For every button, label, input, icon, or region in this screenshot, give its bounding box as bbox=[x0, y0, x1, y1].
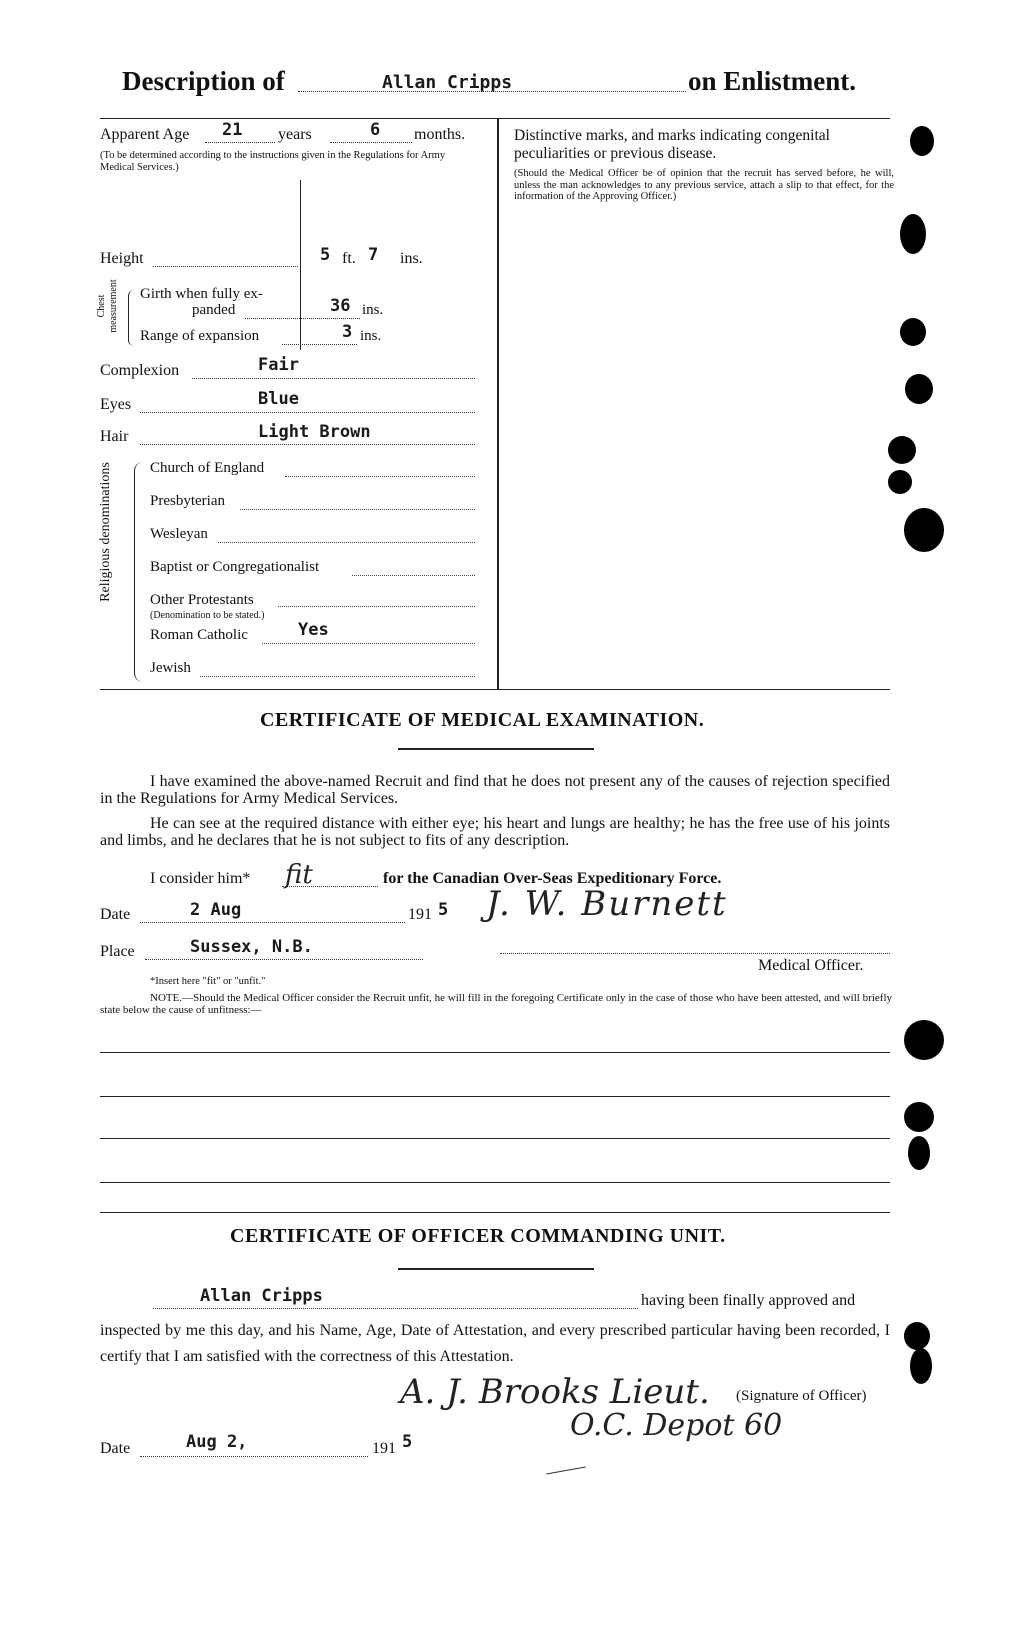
religion-baptist: Baptist or Congregationalist bbox=[150, 559, 320, 575]
unfitness-line-1 bbox=[100, 1052, 890, 1053]
punch-hole-4 bbox=[905, 374, 933, 404]
girth-label-1: Girth when fully ex- bbox=[140, 286, 263, 302]
religion-rc-value: Yes bbox=[298, 620, 329, 640]
commanding-heading-rule bbox=[398, 1268, 594, 1270]
commanding-signature-2: O.C. Depot 60 bbox=[570, 1408, 783, 1443]
girth-value: 36 bbox=[330, 296, 351, 316]
religion-other-protestants: Other Protestants bbox=[150, 592, 254, 608]
title-prefix: Description of bbox=[122, 66, 285, 96]
commanding-year-prefix: 191 bbox=[372, 1440, 396, 1457]
medical-year-prefix: 191 bbox=[408, 906, 432, 923]
punch-hole-9 bbox=[904, 1102, 934, 1132]
punch-hole-5 bbox=[888, 436, 916, 464]
eyes-value: Blue bbox=[258, 389, 299, 409]
eyes-line bbox=[140, 412, 475, 413]
punch-hole-3 bbox=[900, 318, 926, 346]
medical-heading: CERTIFICATE OF MEDICAL EXAMINATION. bbox=[260, 709, 705, 731]
ins-label: ins. bbox=[400, 250, 423, 267]
age-years-value: 21 bbox=[222, 120, 243, 140]
punch-hole-6 bbox=[888, 470, 912, 494]
commanding-text-1: having been finally approved and bbox=[641, 1292, 856, 1309]
religion-line-4 bbox=[352, 575, 475, 576]
medical-year-digit: 5 bbox=[438, 900, 449, 920]
commanding-date-label: Date bbox=[100, 1440, 131, 1457]
girth-line bbox=[245, 318, 360, 319]
complexion-line bbox=[192, 378, 475, 379]
punch-hole-11 bbox=[904, 1322, 930, 1350]
height-line bbox=[153, 266, 298, 267]
religion-line-3 bbox=[218, 542, 475, 543]
girth-ins-label: ins. bbox=[362, 302, 384, 318]
recruit-name: Allan Cripps bbox=[382, 72, 513, 93]
medical-para-1 bbox=[100, 773, 890, 807]
commanding-text-2: inspected by me this day, and his Name, Age, Date of Attestation, and every prescribed particular having been recorded, I certify that I am satisfied with the correctness of this Attestation. bbox=[100, 1322, 890, 1365]
religion-line-2 bbox=[240, 509, 475, 510]
range-line bbox=[282, 344, 357, 345]
medical-date-line bbox=[140, 922, 405, 923]
religion-presbyterian: Presbyterian bbox=[150, 493, 225, 509]
commanding-date-line bbox=[140, 1456, 368, 1457]
age-label: Apparent Age bbox=[100, 126, 190, 143]
punch-hole-8 bbox=[904, 1020, 944, 1060]
religion-jewish: Jewish bbox=[150, 660, 191, 676]
religion-denomination-note: (Denomination to be stated.) bbox=[150, 610, 265, 621]
top-rule bbox=[100, 118, 890, 119]
chest-label: Chest measurement bbox=[96, 279, 119, 333]
range-ins-label: ins. bbox=[360, 328, 382, 344]
unfitness-line-3 bbox=[100, 1138, 890, 1139]
complexion-value: Fair bbox=[258, 355, 299, 375]
religion-line-1 bbox=[285, 476, 475, 477]
place-label: Place bbox=[100, 943, 135, 960]
religion-line-6 bbox=[262, 643, 475, 644]
unfitness-line-2 bbox=[100, 1096, 890, 1097]
hair-value: Light Brown bbox=[258, 422, 371, 442]
age-months-value: 6 bbox=[370, 120, 381, 140]
distinctive-marks-label: Distinctive marks, and marks indicating congenital peculiarities or previous disease. bbox=[514, 127, 830, 162]
hair-line bbox=[140, 444, 475, 445]
commanding-signature-label: (Signature of Officer) bbox=[736, 1388, 867, 1404]
punch-hole-2 bbox=[900, 214, 926, 254]
religion-wesleyan: Wesleyan bbox=[150, 526, 208, 542]
stray-pen-mark bbox=[546, 1467, 586, 1475]
commanding-heading: CERTIFICATE OF OFFICER COMMANDING UNIT. bbox=[230, 1225, 726, 1247]
medical-heading-rule bbox=[398, 748, 594, 750]
section-divider bbox=[100, 1212, 890, 1213]
commanding-signature-1: A. J. Brooks Lieut. bbox=[400, 1372, 710, 1412]
hair-label: Hair bbox=[100, 428, 129, 445]
years-label: years bbox=[278, 126, 312, 143]
commanding-name-line bbox=[153, 1308, 638, 1309]
medical-para-1-text: I have examined the above-named Recruit and find that he does not present any of the causes of rejection specified in the Regulations for Army Medical Services. bbox=[100, 773, 890, 807]
girth-label-2: panded bbox=[192, 302, 236, 318]
religion-line-7 bbox=[200, 676, 475, 677]
commanding-year-digit: 5 bbox=[402, 1432, 413, 1452]
insert-note: *Insert here "fit" or "unfit." bbox=[150, 976, 266, 987]
unfit-note: NOTE.—Should the Medical Officer consider the Recruit unfit, he will fill in the foregoing Certificate only in the case of those who have been attested, and will briefly state below the cause of unfitness:— bbox=[100, 992, 892, 1016]
punch-hole-12 bbox=[910, 1348, 932, 1384]
medical-date-value: 2 Aug bbox=[190, 900, 242, 920]
months-label: months. bbox=[414, 126, 466, 143]
height-in-value: 7 bbox=[368, 245, 379, 265]
medical-date-label: Date bbox=[100, 906, 131, 923]
title-suffix: on Enlistment. bbox=[688, 66, 857, 96]
chest-brace bbox=[128, 290, 135, 346]
ft-label: ft. bbox=[342, 250, 356, 267]
medical-para-2-text: He can see at the required distance with either eye; his heart and lungs are healthy; he has the free use of his joints and limbs, and he declares that he is not subject to fits of any description. bbox=[100, 815, 890, 849]
punch-hole-1 bbox=[910, 126, 934, 156]
commanding-recruit-name: Allan Cripps bbox=[200, 1286, 323, 1306]
unfitness-line-4 bbox=[100, 1182, 890, 1183]
punch-hole-10 bbox=[908, 1136, 930, 1170]
height-label: Height bbox=[100, 250, 144, 267]
place-line bbox=[145, 959, 423, 960]
range-label: Range of expansion bbox=[140, 328, 260, 344]
medical-officer-label: Medical Officer. bbox=[758, 957, 864, 974]
range-value: 3 bbox=[342, 322, 353, 342]
age-years-line bbox=[205, 142, 275, 143]
religion-line-5 bbox=[278, 606, 475, 607]
age-months-line bbox=[330, 142, 412, 143]
consider-prefix: I consider him* bbox=[150, 870, 251, 887]
age-note: (To be determined according to the instructions given in the Regulations for Army Medical Services.) bbox=[100, 150, 446, 173]
document-title bbox=[122, 66, 892, 106]
measure-divider bbox=[300, 180, 301, 350]
religion-church-of-england: Church of England bbox=[150, 460, 265, 476]
distinctive-marks-note: (Should the Medical Officer be of opinion that the recruit has served before, he will, unless the man acknowledges to any previous service, attach a slip to that effect, for the information of the Approving Officer.) bbox=[514, 168, 894, 202]
religion-roman-catholic: Roman Catholic bbox=[150, 627, 248, 643]
religion-side-label: Religious denominations bbox=[98, 462, 113, 602]
medical-signature-line bbox=[500, 953, 890, 954]
punch-hole-7 bbox=[904, 508, 944, 552]
medical-para-2 bbox=[100, 815, 890, 849]
column-divider bbox=[497, 118, 499, 690]
commanding-date-value: Aug 2, bbox=[186, 1432, 248, 1452]
religion-brace bbox=[134, 462, 143, 682]
place-value: Sussex, N.B. bbox=[190, 937, 313, 957]
height-ft-value: 5 bbox=[320, 245, 331, 265]
medical-officer-signature: J. W. Burnett bbox=[486, 884, 728, 924]
eyes-label: Eyes bbox=[100, 396, 132, 413]
consider-value: fit bbox=[285, 860, 313, 890]
consider-suffix: for the Canadian Over-Seas Expeditionary Force. bbox=[383, 870, 722, 887]
complexion-label: Complexion bbox=[100, 362, 180, 379]
bottom-rule bbox=[100, 689, 890, 690]
